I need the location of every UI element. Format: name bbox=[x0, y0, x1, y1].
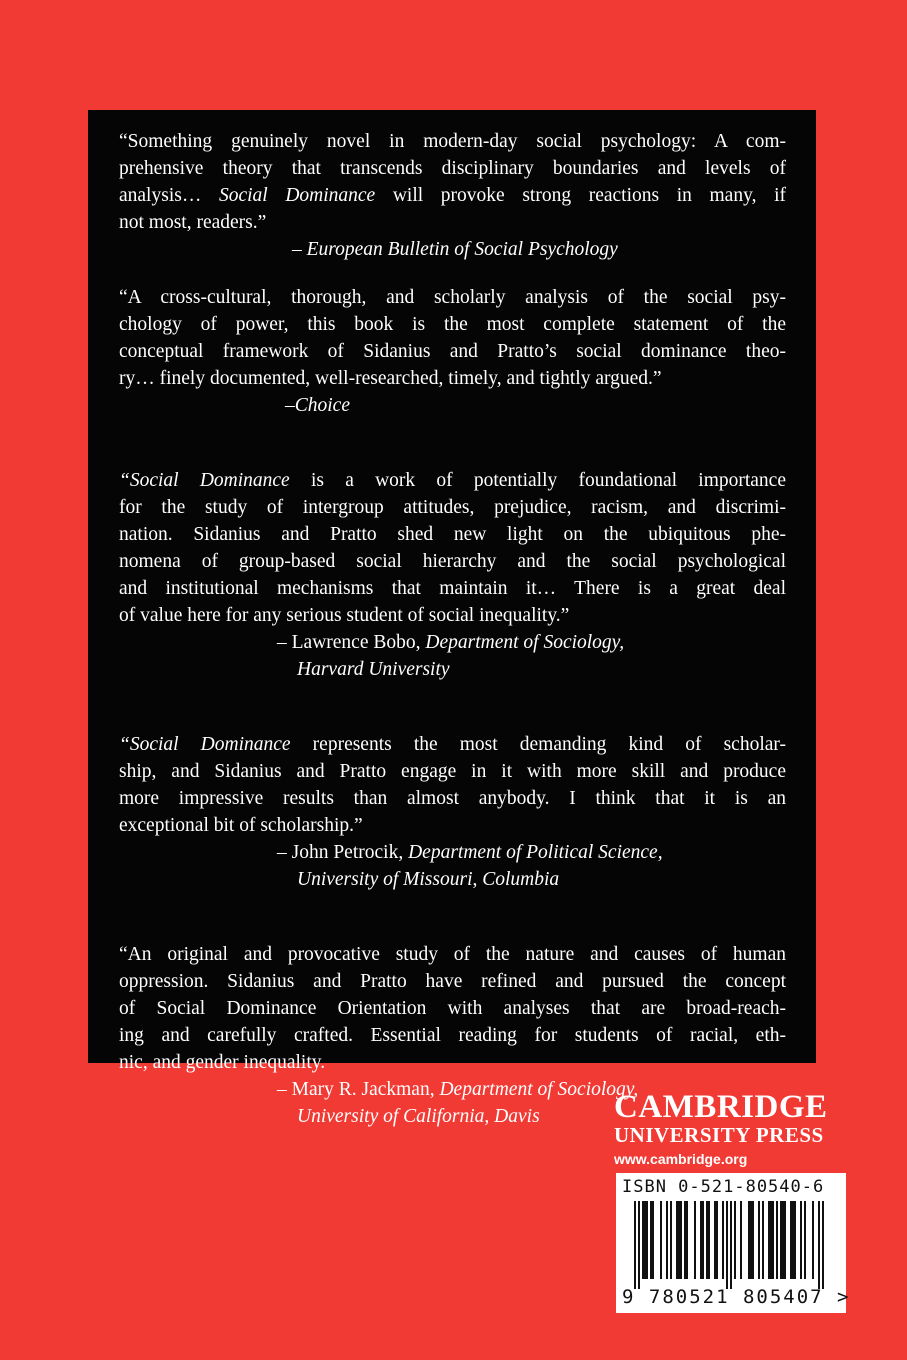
italic-text: Davis bbox=[494, 1106, 540, 1127]
barcode-bar bbox=[812, 1201, 814, 1279]
quote-line bbox=[119, 1022, 786, 1049]
barcode-bar bbox=[666, 1201, 668, 1279]
isbn-label: ISBN 0-521-80540-6 bbox=[622, 1177, 825, 1197]
italic-text: Choice bbox=[294, 395, 350, 416]
barcode-bar bbox=[650, 1201, 652, 1279]
attribution-line bbox=[292, 236, 786, 263]
quote-line bbox=[119, 941, 786, 968]
quote-block bbox=[119, 467, 786, 683]
publisher-url: www.cambridge.org bbox=[614, 1151, 748, 1167]
barcode-bar bbox=[700, 1201, 702, 1279]
quote-line bbox=[119, 155, 786, 182]
text-run: “Something genuinely novel in modern-day social psychology: A com- bbox=[119, 131, 786, 152]
barcode-bar bbox=[818, 1201, 820, 1289]
quote-text bbox=[119, 128, 786, 236]
text-run: – Mary R. Jackman, bbox=[277, 1079, 440, 1100]
attribution-line bbox=[277, 629, 786, 656]
italic-text: Department of Sociology, bbox=[425, 632, 625, 653]
barcode-digits: 9 780521 805407 > bbox=[622, 1286, 851, 1308]
text-run: oppression. Sidanius and Pratto have refined and pursued the concept bbox=[119, 971, 786, 992]
barcode-icon bbox=[622, 1201, 840, 1289]
italic-text: European Bulletin of Social Psychology bbox=[306, 239, 618, 260]
barcode-bar bbox=[752, 1201, 754, 1279]
barcode-bar bbox=[792, 1201, 794, 1279]
quote-text bbox=[119, 284, 786, 392]
quote-text bbox=[119, 467, 786, 629]
text-run: – John Petrocik, bbox=[277, 842, 409, 863]
barcode-bar bbox=[660, 1201, 662, 1279]
quote-line bbox=[119, 182, 786, 209]
text-run: , bbox=[472, 869, 483, 890]
barcode-bar bbox=[776, 1201, 778, 1279]
text-run: and institutional mechanisms that maintain it… There is a great deal bbox=[119, 578, 786, 599]
text-run: exceptional bit of scholarship.” bbox=[119, 815, 363, 836]
quote-line bbox=[119, 995, 786, 1022]
text-run: chology of power, this book is the most complete statement of the bbox=[119, 314, 786, 335]
text-run: conceptual framework of Sidanius and Pratto’s social dominance theo- bbox=[119, 341, 786, 362]
barcode-bar bbox=[678, 1201, 680, 1279]
quote-line bbox=[119, 467, 786, 494]
attribution-line bbox=[285, 392, 786, 419]
barcode-bar bbox=[740, 1201, 742, 1279]
italic-text: Social Dominance bbox=[218, 185, 376, 206]
barcode-bar bbox=[748, 1201, 750, 1279]
text-run: of Social Dominance Orientation with analyses that are broad-reach- bbox=[119, 998, 786, 1019]
publisher-logo bbox=[614, 1090, 846, 1168]
barcode-bar bbox=[708, 1201, 710, 1279]
quote-line bbox=[119, 812, 786, 839]
barcode-bar bbox=[680, 1201, 682, 1279]
text-run: of value here for any serious student of social inequality.” bbox=[119, 605, 570, 626]
barcode-bar bbox=[750, 1201, 752, 1279]
text-run: nomena of group-based social hierarchy and the social psychological bbox=[119, 551, 786, 572]
barcode-bar bbox=[726, 1201, 728, 1289]
quote-attribution bbox=[119, 839, 786, 893]
italic-text: Harvard University bbox=[297, 659, 450, 680]
quote-line bbox=[119, 521, 786, 548]
barcode-bar bbox=[782, 1201, 784, 1279]
quote-line bbox=[119, 602, 786, 629]
barcode-bar bbox=[702, 1201, 704, 1279]
barcode-bar bbox=[638, 1201, 640, 1289]
barcode-box bbox=[616, 1173, 851, 1313]
italic-text: Columbia bbox=[482, 869, 560, 890]
barcode-bar bbox=[670, 1201, 672, 1279]
text-run: ship, and Sidanius and Pratto engage in it with more skill and produce bbox=[119, 761, 786, 782]
quote-line bbox=[119, 209, 786, 236]
barcode-bar bbox=[770, 1201, 772, 1279]
barcode-bar bbox=[780, 1201, 782, 1279]
barcode-bar bbox=[768, 1201, 770, 1279]
barcode-bar bbox=[734, 1201, 736, 1279]
barcode-bar bbox=[822, 1201, 824, 1289]
barcode-bar bbox=[762, 1201, 764, 1279]
text-run: prehensive theory that transcends disciplinary boundaries and levels of bbox=[119, 158, 786, 179]
quote-line bbox=[119, 311, 786, 338]
publisher-subname: UNIVERSITY PRESS bbox=[614, 1123, 824, 1147]
barcode-bar bbox=[790, 1201, 792, 1279]
barcode-bar bbox=[646, 1201, 648, 1279]
text-run: “An original and provocative study of the nature and causes of human bbox=[119, 944, 786, 965]
text-run: , bbox=[484, 1106, 495, 1127]
barcode-bar bbox=[686, 1201, 688, 1279]
quote-line bbox=[119, 128, 786, 155]
barcode-bar bbox=[804, 1201, 806, 1279]
barcode-bar bbox=[758, 1201, 760, 1279]
quote-block bbox=[119, 284, 786, 419]
barcode-bar bbox=[730, 1201, 732, 1289]
quote-block bbox=[119, 731, 786, 893]
text-run: is a work of potentially foundational importance bbox=[289, 470, 786, 491]
text-run: – bbox=[292, 239, 307, 260]
text-run: nic, and gender inequality. bbox=[119, 1052, 326, 1073]
italic-text: University of Missouri bbox=[297, 869, 473, 890]
barcode-bar bbox=[676, 1201, 678, 1279]
barcode-bar bbox=[706, 1201, 708, 1279]
text-run: not most, readers.” bbox=[119, 212, 267, 233]
italic-text: “Social Dominance bbox=[119, 734, 291, 755]
barcode-bar bbox=[716, 1201, 718, 1279]
barcode-bar bbox=[694, 1201, 696, 1279]
attribution-line bbox=[277, 656, 786, 683]
attribution-line bbox=[277, 839, 786, 866]
attribution-line bbox=[277, 866, 786, 893]
text-run: nation. Sidanius and Pratto shed new light on the ubiquitous phe- bbox=[119, 524, 786, 545]
italic-text: “Social Dominance bbox=[119, 470, 290, 491]
quote-line bbox=[119, 338, 786, 365]
text-run: will provoke strong reactions in many, if bbox=[375, 185, 786, 206]
barcode-bar bbox=[784, 1201, 786, 1279]
quote-line bbox=[119, 1049, 786, 1076]
barcode-bar bbox=[794, 1201, 796, 1279]
quote-attribution bbox=[119, 629, 786, 683]
text-run: – Lawrence Bobo, bbox=[277, 632, 426, 653]
barcode-bar bbox=[684, 1201, 686, 1279]
quote-line bbox=[119, 968, 786, 995]
quote-text bbox=[119, 731, 786, 839]
text-run: ry… finely documented, well-researched, timely, and tightly argued.” bbox=[119, 368, 662, 389]
text-run: for the study of intergroup attitudes, prejudice, racism, and discrimi- bbox=[119, 497, 786, 518]
barcode-bar bbox=[772, 1201, 774, 1279]
italic-text: Department of Political Science, bbox=[408, 842, 663, 863]
italic-text: Department of Sociology, bbox=[439, 1079, 639, 1100]
italic-text: University of California bbox=[297, 1106, 485, 1127]
text-run: more impressive results than almost anybody. I think that it is an bbox=[119, 788, 786, 809]
barcode-bar bbox=[800, 1201, 802, 1279]
barcode-bar bbox=[644, 1201, 646, 1279]
quote-line bbox=[119, 575, 786, 602]
barcode-bar bbox=[652, 1201, 654, 1279]
barcode-bar bbox=[714, 1201, 716, 1279]
text-run: analysis… bbox=[119, 185, 219, 206]
quote-line bbox=[119, 548, 786, 575]
text-run: ing and carefully crafted. Essential reading for students of racial, eth- bbox=[119, 1025, 786, 1046]
text-run: – bbox=[285, 395, 295, 416]
quote-line bbox=[119, 365, 786, 392]
quote-line bbox=[119, 284, 786, 311]
quote-line bbox=[119, 494, 786, 521]
quote-line bbox=[119, 758, 786, 785]
barcode-bar bbox=[642, 1201, 644, 1279]
quote-text bbox=[119, 941, 786, 1076]
quote-block bbox=[119, 128, 786, 263]
barcode-bar bbox=[634, 1201, 636, 1289]
quote-attribution bbox=[119, 236, 786, 263]
quote-line bbox=[119, 785, 786, 812]
quote-line bbox=[119, 731, 786, 758]
barcode-bar bbox=[722, 1201, 724, 1279]
text-run: represents the most demanding kind of scholar- bbox=[290, 734, 786, 755]
quote-attribution bbox=[119, 392, 786, 419]
text-run: “A cross-cultural, thorough, and scholarly analysis of the social psy- bbox=[119, 287, 786, 308]
publisher-name: CAMBRIDGE bbox=[614, 1089, 828, 1125]
